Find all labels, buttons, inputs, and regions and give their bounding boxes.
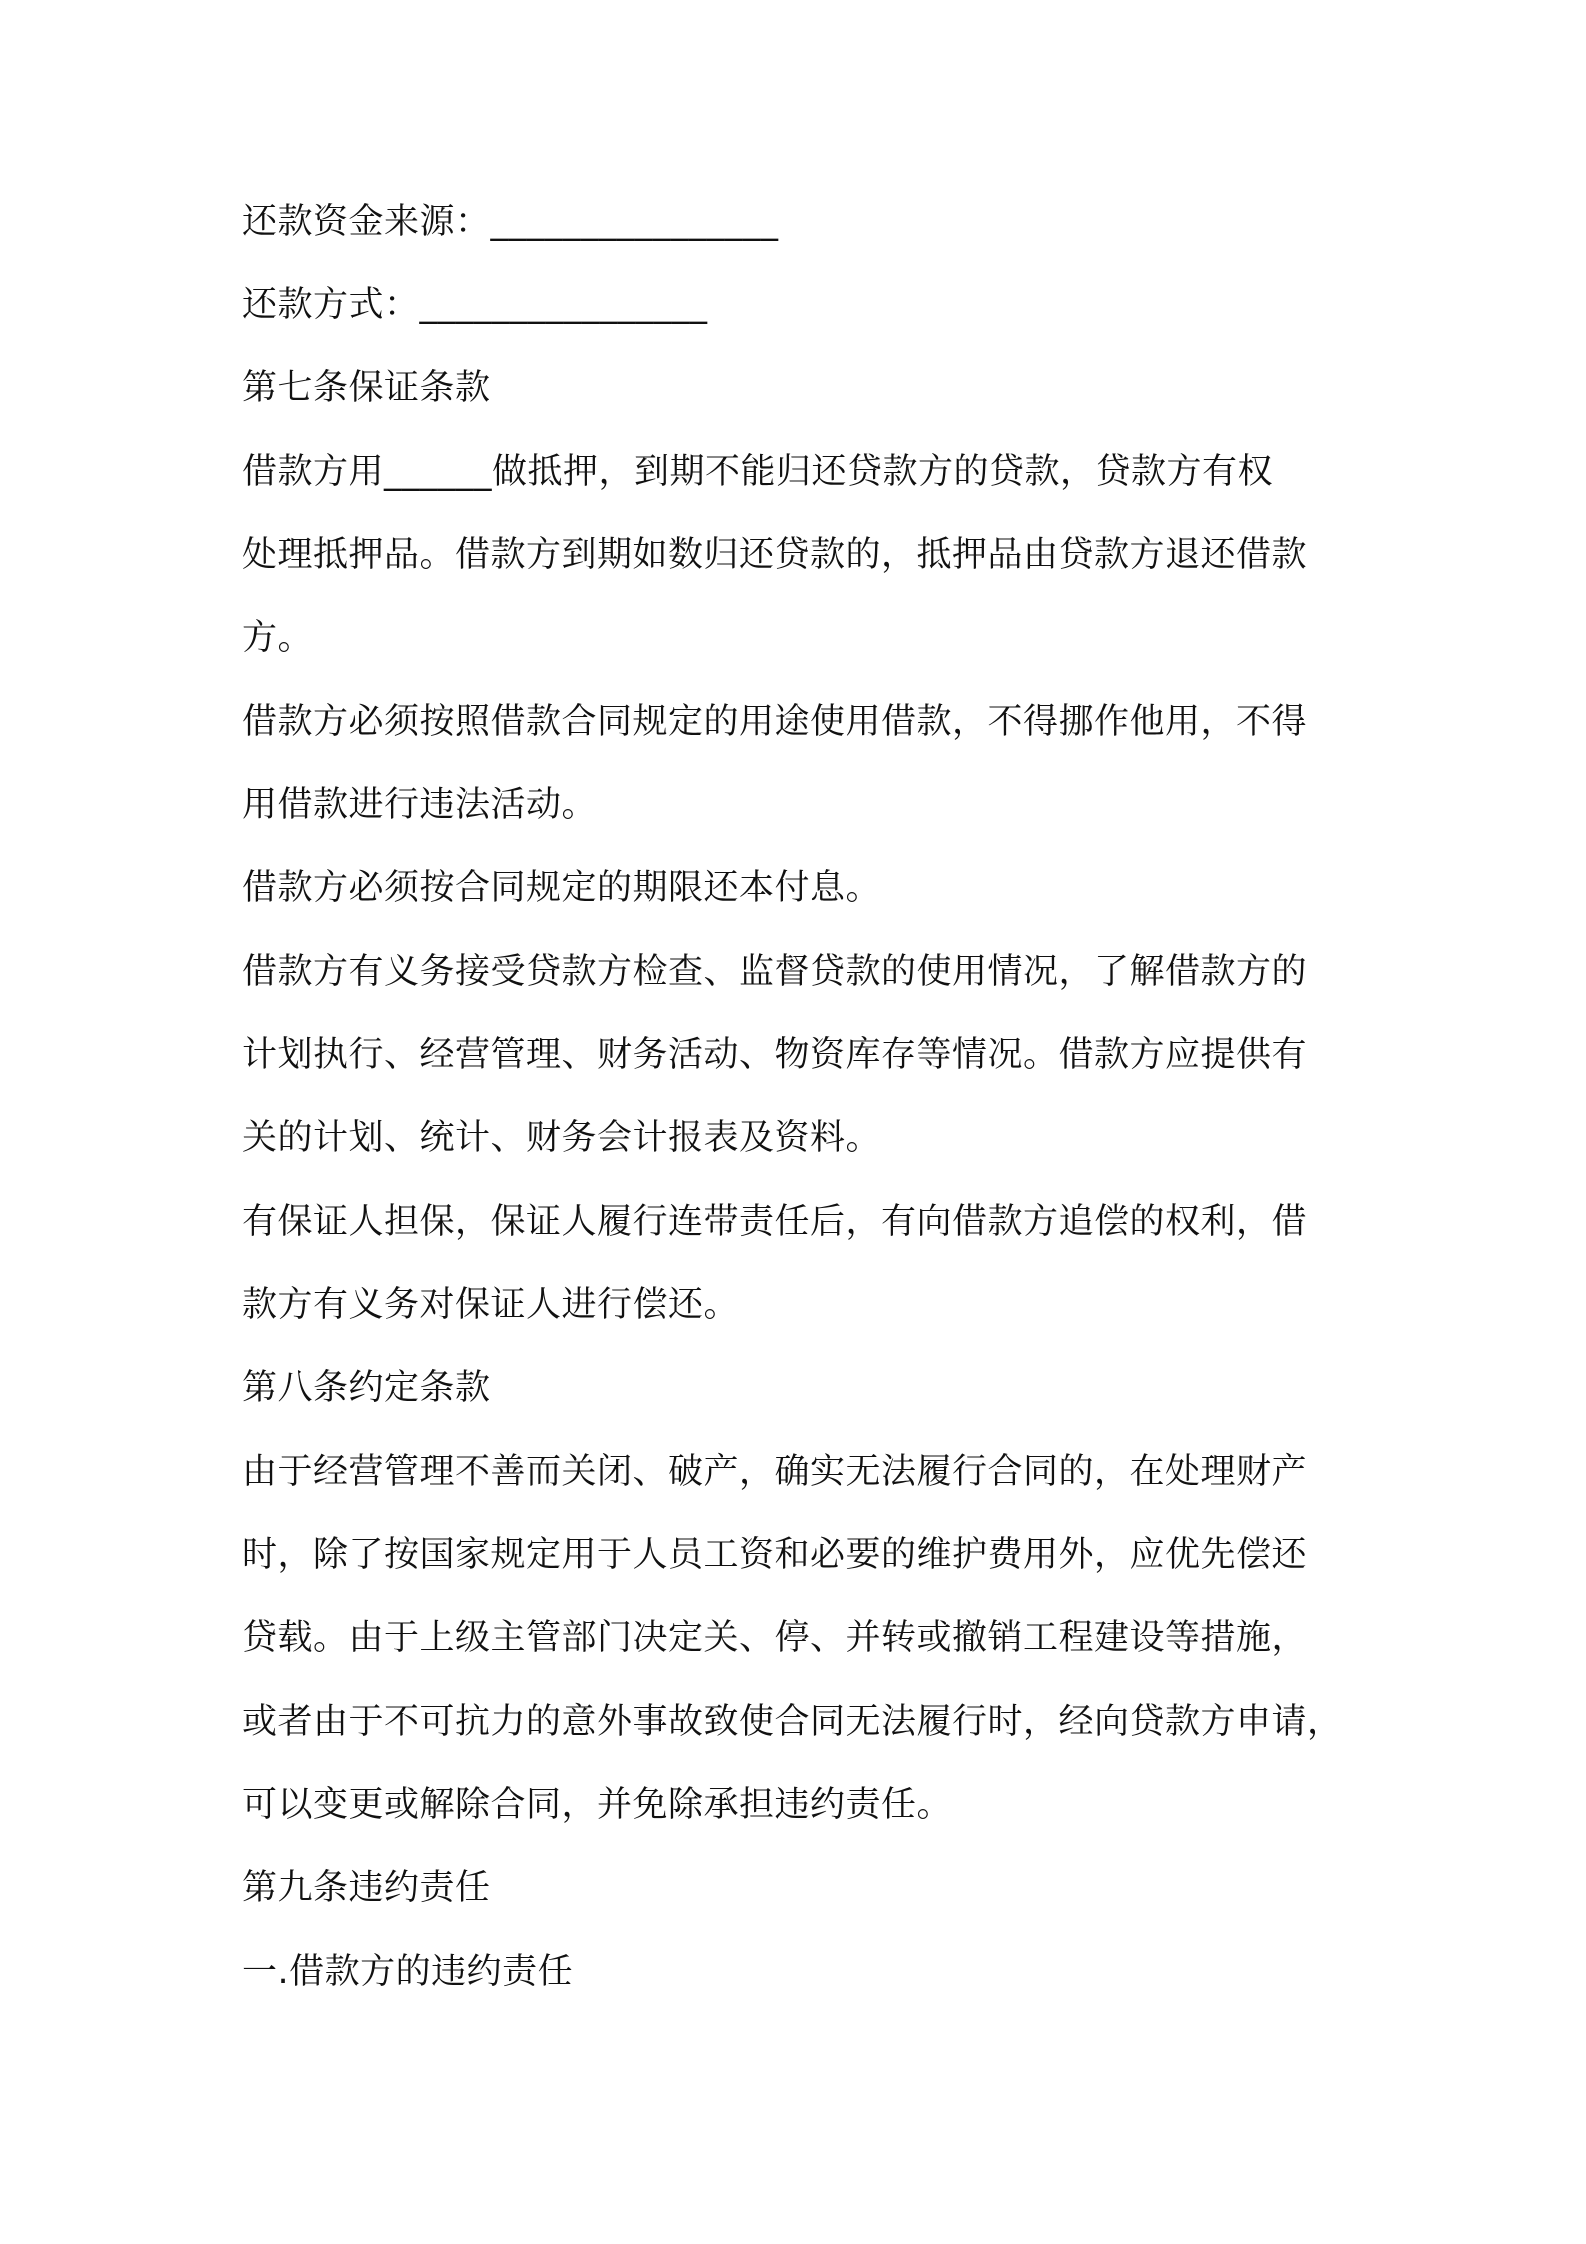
text-line: 有保证人担保，保证人履行连带责任后，有向借款方追偿的权利，借 <box>242 1202 1308 1242</box>
text-line: 款方有义务对保证人进行偿还。 <box>242 1285 740 1325</box>
text-line: 处理抵押品。借款方到期如数归还贷款的，抵押品由贷款方退还借款 <box>242 535 1308 575</box>
article-7-heading: 第七条保证条款 <box>242 368 491 408</box>
sub-heading: 一.借款方的违约责任 <box>242 1952 574 1992</box>
text-line: 时，除了按国家规定用于人员工资和必要的维护费用外，应优先偿还 <box>242 1535 1308 1575</box>
text-line: 贷载。由于上级主管部门决定关、停、并转或撤销工程建设等措施， <box>242 1618 1308 1658</box>
repayment-method-line: 还款方式：________________ <box>242 285 708 325</box>
text-line: 或者由于不可抗力的意外事故致使合同无法履行时，经向贷款方申请， <box>242 1702 1343 1742</box>
text-line: 借款方必须按照借款合同规定的用途使用借款，不得挪作他用，不得 <box>242 702 1308 742</box>
text-line: 用借款进行违法活动。 <box>242 785 598 825</box>
text-line: 借款方必须按合同规定的期限还本付息。 <box>242 868 882 908</box>
text-line: 计划执行、经营管理、财务活动、物资库存等情况。借款方应提供有 <box>242 1035 1308 1075</box>
text-line: 借款方有义务接受贷款方检查、监督贷款的使用情况，了解借款方的 <box>242 952 1308 992</box>
article-9-heading: 第九条违约责任 <box>242 1868 491 1908</box>
repayment-source-line: 还款资金来源：________________ <box>242 202 779 242</box>
article-8-heading: 第八条约定条款 <box>242 1368 491 1408</box>
text-line: 关的计划、统计、财务会计报表及资料。 <box>242 1118 882 1158</box>
text-line: 借款方用______做抵押，到期不能归还贷款方的贷款，贷款方有权 <box>242 452 1274 492</box>
text-line: 可以变更或解除合同，并免除承担违约责任。 <box>242 1785 953 1825</box>
text-line: 方。 <box>242 618 314 658</box>
text-line: 由于经营管理不善而关闭、破产，确实无法履行合同的，在处理财产 <box>242 1452 1308 1492</box>
